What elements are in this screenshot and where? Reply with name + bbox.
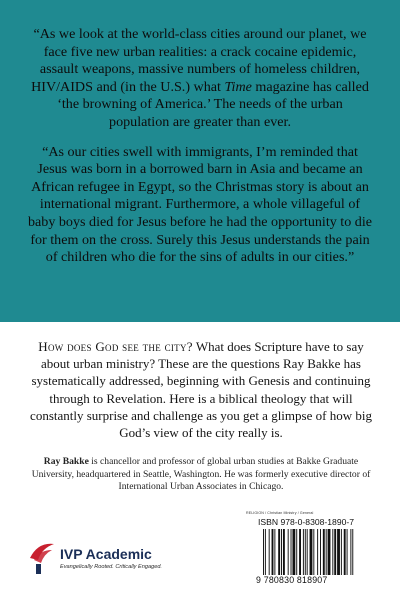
barcode-bar bbox=[303, 529, 304, 575]
barcode-bar bbox=[328, 529, 331, 575]
publisher-name: IVP Academic bbox=[60, 546, 152, 562]
barcode-bar bbox=[305, 529, 306, 575]
barcode bbox=[262, 529, 374, 575]
barcode-bar bbox=[299, 529, 301, 575]
barcode-bar bbox=[350, 529, 351, 575]
quote-first bbox=[26, 26, 374, 132]
barcode-bar bbox=[344, 529, 346, 575]
publisher-tagline: Evangelically Rooted. Critically Engaged. bbox=[60, 564, 162, 570]
isbn-label: ISBN 978-0-8308-1890-7 bbox=[258, 517, 355, 527]
barcode-bar bbox=[347, 529, 348, 575]
barcode-bar bbox=[313, 529, 314, 575]
quote-first-italic: Time bbox=[224, 78, 252, 95]
barcode-bar bbox=[288, 529, 289, 575]
barcode-bar bbox=[278, 529, 280, 575]
barcode-bar bbox=[269, 529, 270, 575]
barcode-bar bbox=[332, 529, 333, 575]
barcode-digits: 9 780830 818907 bbox=[256, 575, 328, 585]
quote-first-part-1: “As we look at the world-class cities around our planet, we face five new urban realities: a crack cocaine epidemic, assault weapons, massive numbers of homeless children, HIV/AIDS and (in the U.S.) what bbox=[31, 26, 367, 95]
quote-second: “As our cities swell with immigrants, I’m reminded that Jesus was born in a borrowed barn in Asia and became an African refugee in Egypt, so the Christmas story is about an international migrant. Furthermore, a whole villageful of baby boys died for Jesus before he had the opportunity to die for them on the cross. Surely this Jesus understands the pain of children who die for the sins of adults in our cities.” bbox=[27, 143, 373, 266]
barcode-bar bbox=[307, 529, 308, 575]
book-description bbox=[24, 338, 378, 441]
barcode-bar bbox=[317, 529, 318, 575]
barcode-bar bbox=[263, 529, 264, 575]
barcode-bar bbox=[296, 529, 297, 575]
barcode-bar bbox=[291, 529, 292, 575]
barcode-bar bbox=[281, 529, 282, 575]
barcode-bar bbox=[334, 529, 336, 575]
barcode-bar bbox=[320, 529, 321, 575]
barcode-bar bbox=[274, 529, 275, 575]
quote-first-part-2: magazine has called ‘the browning of America.’ The needs of the urban population are greater than ever. bbox=[57, 78, 369, 130]
barcode-bar bbox=[310, 529, 313, 575]
publisher-logo bbox=[26, 540, 166, 580]
publisher-logo-icon bbox=[26, 540, 58, 576]
barcode-bar bbox=[272, 529, 274, 575]
description-lead: How does God see the city? bbox=[38, 339, 193, 354]
barcode-bar bbox=[337, 529, 340, 575]
author-bio-text: is chancellor and professor of global urban studies at Bakke Graduate University, headquartered in Seattle, Washington. He was formerly executive director of International Urban Associates in Chicago. bbox=[31, 456, 371, 493]
barcode-bar bbox=[326, 529, 327, 575]
barcode-bar bbox=[352, 529, 353, 575]
category-label: RELIGION / Christian Ministry / General bbox=[246, 511, 314, 515]
barcode-bar bbox=[323, 529, 325, 575]
author-name: Ray Bakke bbox=[43, 456, 89, 467]
barcode-bar bbox=[292, 529, 295, 575]
author-bio bbox=[28, 456, 374, 494]
barcode-bar bbox=[283, 529, 285, 575]
description-body: What does Scripture have to say about urban ministry? These are the questions Ray Bakke has systematically addressed, beginning with Genesis and continuing through to Revelation. Here is a biblical theology that will constantly surprise and challenge as you get a glimpse of how big God’s view of the city really is. bbox=[30, 339, 372, 441]
barcode-bar bbox=[341, 529, 342, 575]
barcode-bar bbox=[265, 529, 266, 575]
